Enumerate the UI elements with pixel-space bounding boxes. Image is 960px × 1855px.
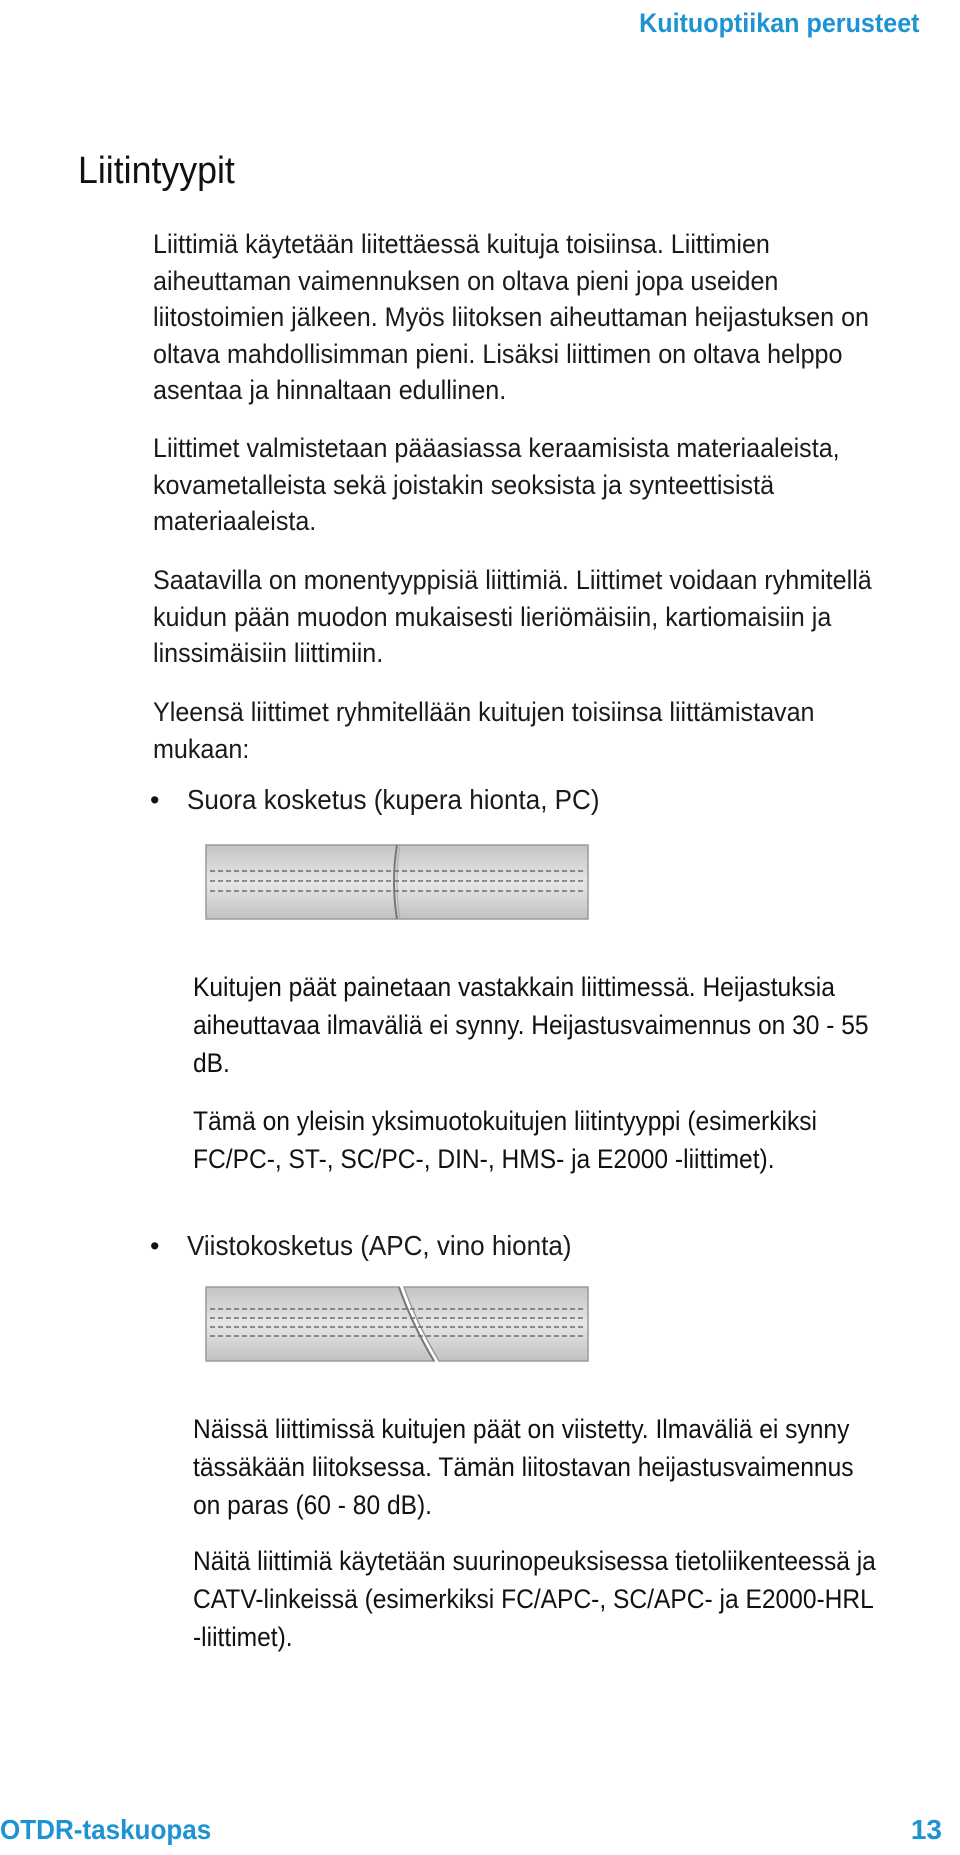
bullet-marker: • (150, 1231, 160, 1261)
angled-contact-fiber-diagram-icon (204, 1285, 590, 1363)
footer-title: OTDR-taskuopas (0, 1814, 212, 1845)
pc-description: Kuitujen päät painetaan vastakkain liittimessä. Heijastuksia aiheuttavaa ilmaväliä ei synny. Heijastusvaimennus on 30 - 55 dB. (193, 972, 869, 1078)
page-number: 13 (910, 1814, 942, 1845)
bullet-marker: • (150, 785, 160, 815)
running-header: Kuituoptiikan perusteet (639, 8, 920, 38)
apc-examples: Näitä liittimiä käytetään suurinopeuksisessa tietoliikenteessä ja CATV-linkeissä (esimerkiksi FC/APC-, SC/APC- ja E2000-HRL -liittimet). (193, 1546, 876, 1652)
straight-contact-fiber-diagram-icon (204, 843, 590, 921)
pc-examples: Tämä on yleisin yksimuotokuitujen liitintyyppi (esimerkiksi FC/PC-, ST-, SC/PC-, DIN-, HMS- ja E2000 -liittimet). (193, 1106, 818, 1174)
materials-paragraph: Liittimet valmistetaan pääasiassa keraamisista materiaaleista, kovametalleista sekä joistakin seoksista ja synteettisistä materiaaleista. (153, 433, 840, 536)
apc-description: Näissä liittimissä kuitujen päät on viistetty. Ilmaväliä ei synny tässäkään liitoksessa. Tämän liitostavan heijastusvaimennus on paras (60 - 80 dB). (193, 1414, 854, 1520)
bullet-label-pc: Suora kosketus (kupera hionta, PC) (187, 784, 600, 815)
page-title: Liitintyypit (78, 150, 235, 192)
intro-paragraph: Liittimiä käytetään liitettäessä kuituja toisiinsa. Liittimien aiheuttaman vaimennuksen on oltava pieni jopa useiden liitostoimien jälkeen. Myös liitoksen aiheuttaman heijastuksen on oltava mahdollisimman pieni. Lisäksi liittimen on oltava helppo asentaa ja hinnaltaan edullinen. (153, 229, 870, 405)
grouping-paragraph: Yleensä liittimet ryhmitellään kuitujen toisiinsa liittämistavan mukaan: (153, 697, 815, 764)
types-paragraph: Saatavilla on monentyyppisiä liittimiä. Liittimet voidaan ryhmitellä kuidun pään muodon mukaisesti lieriömäisiin, kartiomaisiin ja linssimäisiin liittimiin. (153, 565, 872, 668)
bullet-label-apc: Viistokosketus (APC, vino hionta) (187, 1230, 572, 1261)
